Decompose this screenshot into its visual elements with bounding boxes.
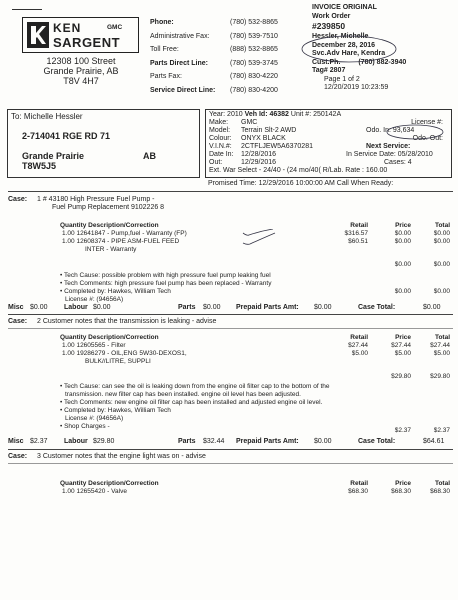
- in-service-value: 05/28/2010: [397, 151, 433, 158]
- odo-out-label: Odo. Out:: [412, 135, 443, 142]
- case2-header: [8, 318, 216, 327]
- line-total: $0.00: [433, 238, 450, 245]
- line-description: 1.00 12608374 - PIPE ASM-FUEL FEED: [62, 238, 180, 245]
- case-label: Case:: [8, 318, 28, 325]
- summary-prepaid-label: Prepaid Parts Amt:: [236, 304, 299, 311]
- invoice-date: December 28, 2016: [312, 41, 376, 49]
- line-price: $68.30: [391, 488, 411, 495]
- out-value: 12/29/2016: [241, 159, 277, 166]
- vehicle-unit: 250142A: [313, 111, 342, 118]
- subtotal-price: $29.80: [391, 373, 411, 380]
- contact-row: [150, 33, 300, 47]
- case1-title-line2: Fuel Pump Replacement 9102226 8: [52, 204, 165, 211]
- case2-notes: [60, 383, 450, 431]
- line-description: 1.00 19286279 - OIL,ENG 5W30-DEXOS1,: [62, 350, 187, 357]
- col-total: Total: [434, 480, 450, 487]
- summary-case-total-value: $64.61: [423, 438, 445, 445]
- contact-label: Toll Free:: [150, 46, 179, 53]
- tech-note: • Tech Cause: can see the oil is leaking down from the engine oil filter cap to the bottom of the: [60, 383, 330, 390]
- odo-in-value: 93,634: [392, 127, 415, 134]
- line-description: INTER - Warranty: [85, 246, 137, 253]
- top-rule: [12, 9, 42, 10]
- handwritten-checkmarks: [241, 229, 301, 251]
- customer-postal: T8W5J5: [22, 161, 57, 171]
- vehicle-vin: 2CTFLJEW5A6370281: [241, 143, 313, 150]
- col-retail: Retail: [350, 222, 368, 229]
- case-number: 3: [36, 453, 41, 460]
- labour-price: $2.37: [394, 427, 411, 434]
- contact-label: Parts Fax:: [150, 73, 182, 80]
- line-price: $5.00: [394, 350, 411, 357]
- summary-misc-value: $0.00: [30, 304, 48, 311]
- case3-header: [8, 453, 206, 462]
- line-retail: $5.00: [351, 350, 368, 357]
- summary-prepaid-value: $0.00: [314, 304, 332, 311]
- contact-label: Parts Direct Line:: [150, 59, 208, 67]
- contact-value: (888) 532-8865: [230, 46, 278, 53]
- subtotal-price: $0.00: [394, 261, 411, 268]
- labour-total: $2.37: [433, 427, 450, 434]
- contacts-block: [150, 19, 300, 100]
- col-qty: Quantity Description/Correction: [60, 480, 159, 487]
- labour-total: $0.00: [433, 288, 450, 295]
- summary-misc-label: Misc: [8, 438, 24, 445]
- line-description: 1.00 12605565 - Filter: [62, 342, 126, 349]
- col-price: Price: [395, 334, 411, 341]
- tech-note: License #: (94656A): [65, 415, 124, 422]
- subtotal-total: $0.00: [433, 261, 450, 268]
- address-line2: Grande Prairie, AB: [43, 66, 119, 76]
- tag-number: Tag# 2807: [312, 67, 346, 74]
- line-description: 1.00 12641847 - Pump,fuel - Warranty (FP): [62, 230, 187, 237]
- vehicle-box: [205, 109, 452, 178]
- cust-ph-value: (780) 882-3940: [358, 58, 407, 66]
- contact-label: Phone:: [150, 19, 174, 26]
- case-label: Case:: [8, 453, 28, 460]
- date-in-value: 12/28/2016: [241, 151, 277, 158]
- summary-labour-value: $29.80: [93, 438, 115, 445]
- line-description: BULK//LITRE, SUPPLI: [85, 358, 151, 365]
- in-service-row: In Service Date: 05/28/2010: [346, 151, 433, 158]
- case-label: Case:: [8, 196, 28, 203]
- logo-mark-icon: [27, 22, 49, 48]
- tech-note: • Completed by: Hawkes, William Tech: [60, 288, 171, 295]
- customer-name-row: [11, 112, 83, 121]
- col-total: Total: [434, 222, 450, 229]
- contact-value: (780) 539-3745: [230, 59, 278, 67]
- col-qty: Quantity Description/Correction: [60, 222, 159, 229]
- tech-note: • Tech Comments: new engine oil filter cap has been installed and adjusted engine oil level.: [60, 399, 323, 406]
- cases-row: Cases: 4: [384, 159, 412, 166]
- odo-in-row: Odo. In: 93,634: [366, 127, 415, 134]
- ext-warranty: Ext. War Select - 24/40 - (24 mo/40( R/Lab. Rate : 160.00: [209, 167, 388, 174]
- section-rule: [8, 449, 453, 450]
- line-retail: $316.57: [344, 230, 368, 237]
- line-price: $0.00: [394, 230, 411, 237]
- page-number: Page 1 of 2: [324, 75, 360, 83]
- contact-value: (780) 830-4200: [230, 86, 278, 94]
- summary-labour-value: $0.00: [93, 304, 111, 311]
- summary-misc-value: $2.37: [30, 438, 48, 445]
- summary-parts-value: $0.00: [203, 304, 221, 311]
- vehicle-make-row: Make: GMC: [209, 119, 258, 126]
- customer-name: Michelle Hessler: [23, 112, 83, 121]
- invoice-customer: Hessler, Michelle: [312, 33, 369, 40]
- labour-price: $0.00: [394, 288, 411, 295]
- license-label: License #:: [411, 119, 443, 126]
- line-total: $5.00: [433, 350, 450, 357]
- section-rule: [8, 191, 453, 192]
- tech-note: • Tech Cause: possible problem with high pressure fuel pump leaking fuel: [60, 272, 271, 279]
- next-service-label: Next Service:: [366, 143, 411, 150]
- summary-case-total-label: Case Total:: [358, 438, 396, 445]
- summary-case-total-label: Case Total:: [358, 304, 396, 311]
- vehicle-vin-row: V.I.N.#: 2CTFLJEW5A6370281: [209, 143, 313, 150]
- contact-row: [150, 87, 300, 101]
- invoice-title: INVOICE ORIGINAL: [312, 4, 377, 11]
- line-price: $27.44: [391, 342, 411, 349]
- case-number: 2: [36, 318, 41, 325]
- contact-value: (780) 830-4220: [230, 73, 278, 80]
- col-retail: Retail: [350, 480, 368, 487]
- summary-prepaid-label: Prepaid Parts Amt:: [236, 438, 299, 445]
- handwritten-circle: [385, 124, 445, 140]
- summary-case-total-value: $0.00: [423, 304, 441, 311]
- contact-value: (780) 532-8865: [230, 19, 278, 26]
- customer-province: AB: [143, 151, 156, 161]
- case2-lines: [60, 342, 453, 366]
- work-order-label: Work Order: [312, 12, 351, 20]
- line-price: $0.00: [394, 238, 411, 245]
- customer-street: 2-714041 RGE RD 71: [22, 131, 111, 141]
- case-title: # 43180 High Pressure Fuel Pump -: [42, 196, 155, 203]
- vehicle-year: 2010: [227, 111, 243, 118]
- case-number: 1: [36, 196, 41, 203]
- line-description: 1.00 12655420 - Valve: [62, 488, 127, 495]
- summary-parts-value: $32.44: [203, 438, 225, 445]
- col-total: Total: [434, 334, 450, 341]
- summary-misc-label: Misc: [8, 304, 24, 311]
- col-qty: Quantity Description/Correction: [60, 334, 159, 341]
- col-retail: Retail: [350, 334, 368, 341]
- contact-row: [150, 73, 300, 87]
- case2-summary: [8, 438, 453, 447]
- printed-timestamp: 12/20/2019 10:23:59: [324, 84, 389, 91]
- contact-row: [150, 46, 300, 60]
- line-total: $27.44: [430, 342, 450, 349]
- vehicle-model: Terrain Slt-2 AWD: [241, 127, 297, 134]
- address-postal: T8V 4H7: [63, 76, 99, 86]
- case3-lines: [60, 488, 453, 496]
- service-advisor: Svc.Adv Hare, Kendra: [312, 50, 386, 57]
- promised-time: Promised Time: 12/29/2016 10:00:00 AM Call When Ready:: [208, 180, 394, 187]
- logo-ken: KEN: [53, 21, 82, 35]
- section-rule: [8, 328, 453, 329]
- case-title: Customer notes that the engine light was on - advise: [42, 453, 206, 460]
- vehicle-year-row: Year: 2010 Veh Id: 46382 Unit #: 250142A: [209, 111, 342, 118]
- case1-summary: [8, 304, 453, 313]
- tech-note: transmission. new filter cap has been installed. engine oil level has been adjusted.: [65, 391, 301, 398]
- logo-sargent: SARGENT: [53, 35, 121, 50]
- logo-gmc: GMC: [107, 24, 123, 31]
- vehicle-colour: ONYX BLACK: [241, 135, 286, 142]
- cust-ph-label: Cust.Ph.: [312, 58, 341, 66]
- col-price: Price: [395, 480, 411, 487]
- section-rule: [8, 314, 453, 315]
- handwritten-oval: [300, 34, 398, 64]
- contact-row: [150, 60, 300, 74]
- work-order-number: #239850: [312, 21, 346, 31]
- address-line1: 12308 100 Street: [46, 56, 116, 66]
- customer-city: Grande Prairie: [22, 151, 85, 161]
- line-item: [60, 488, 453, 496]
- date-in-row: Date In: 12/28/2016: [209, 151, 277, 158]
- case1-notes: [60, 272, 390, 304]
- summary-prepaid-value: $0.00: [314, 438, 332, 445]
- dealer-logo: [22, 17, 139, 53]
- tech-note: • Tech Comments: high pressure fuel pump has been replaced - Warranty: [60, 280, 272, 287]
- line-item: [60, 358, 453, 366]
- line-item: [60, 342, 453, 350]
- contact-label: Service Direct Line:: [150, 86, 216, 94]
- line-retail: $60.51: [348, 238, 368, 245]
- vehicle-id: 46382: [269, 111, 289, 118]
- customer-box: [7, 109, 200, 178]
- vehicle-colour-row: Colour: ONYX BLACK: [209, 135, 286, 142]
- line-total: $0.00: [433, 230, 450, 237]
- contact-label: Administrative Fax:: [150, 32, 210, 40]
- dealer-address: [20, 56, 142, 86]
- subtotal-total: $29.80: [430, 373, 450, 380]
- summary-parts-label: Parts: [178, 438, 196, 445]
- summary-parts-label: Parts: [178, 304, 196, 311]
- cases-value: 4: [407, 159, 412, 166]
- line-retail: $68.30: [348, 488, 368, 495]
- line-retail: $27.44: [348, 342, 368, 349]
- summary-labour-label: Labour: [64, 438, 88, 445]
- contact-row: [150, 19, 300, 33]
- tech-note: License #: (94656A): [65, 296, 124, 303]
- col-price: Price: [395, 222, 411, 229]
- line-total: $68.30: [430, 488, 450, 495]
- section-rule: [8, 463, 453, 464]
- out-row: Out: 12/29/2016: [209, 159, 277, 166]
- to-label: To:: [11, 112, 22, 121]
- contact-value: (780) 539-7510: [230, 32, 278, 40]
- line-item: [60, 350, 453, 358]
- vehicle-model-row: Model: Terrain Slt-2 AWD: [209, 127, 297, 134]
- tech-note: • Completed by: Hawkes, William Tech: [60, 407, 171, 414]
- vehicle-make: GMC: [241, 119, 258, 126]
- summary-labour-label: Labour: [64, 304, 88, 311]
- case-title: Customer notes that the transmission is leaking - advise: [42, 318, 217, 325]
- tech-note: • Shop Charges -: [60, 423, 110, 430]
